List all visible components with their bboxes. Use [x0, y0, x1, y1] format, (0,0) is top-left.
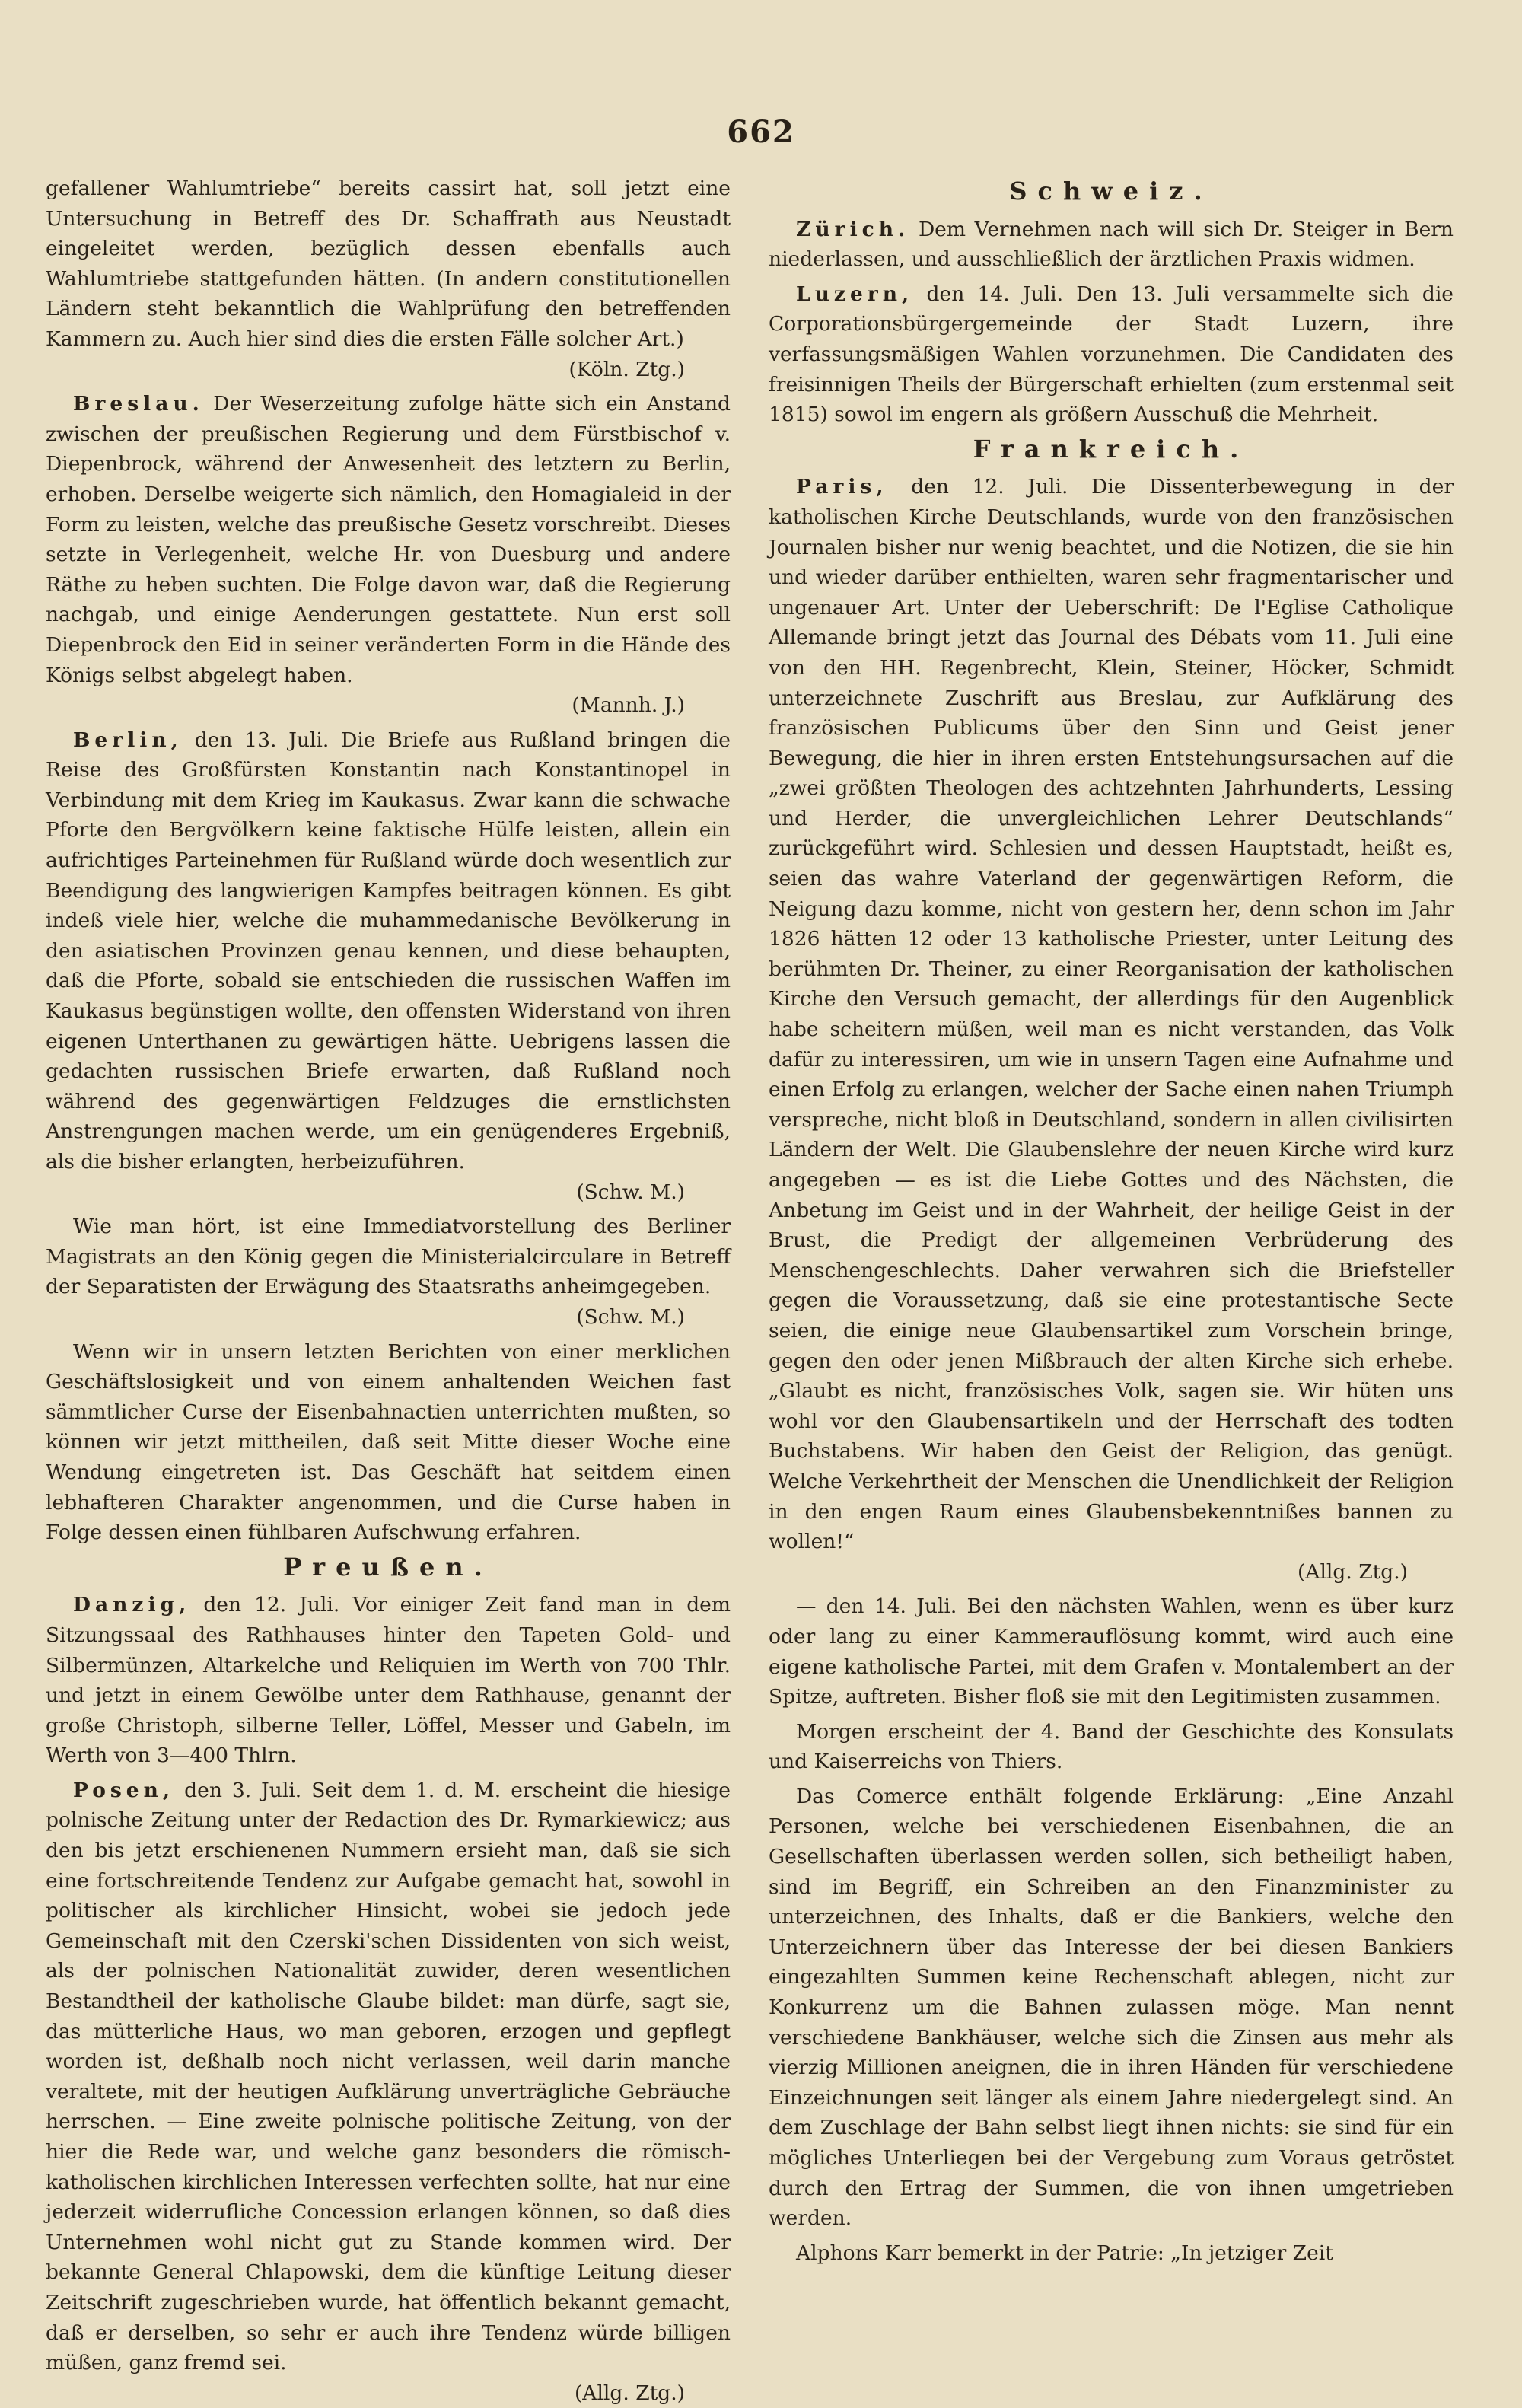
article-paragraph: Wie man hört, ist eine Immediatvorstellung des Berliner Magistrats an den König gegen die Ministerialcirculare in Betreff der Separatisten der Erwägung des Staatsraths anheimgegeben. (Schw. M.)	[46, 1212, 731, 1332]
source-citation: (Mannh. J.)	[572, 693, 685, 718]
article-paragraph: Das Comerce enthält folgende Erklärung: „Eine Anzahl Personen, welche bei verschiedenen Eisenbahnen, die an Gesellschaften überlassen werden sollen, sich betheiligt haben, sind im Begriff, ein Schreiben an den Finanzminister zu unterzeichnen, des Inhalts, daß er die Bankiers, welche den Unterzeichnern über das Interesse der bei diesen Bankiers eingezahlten Summen keine Rechenschaft ablegen, nicht zur Konkurrenz um die Bahnen zulassen möge. Man nennt verschiedene Bankhäuser, welche sich die Zinsen aus mehr als vierzig Millionen aneignen, die in ihren Händen für verschiedene Einzeichnungen seit länger als einem Jahre niedergelegt sind. An dem Zuschlage der Bahn selbst liegt ihnen nichts: sie sind für ein mögliches Unterliegen bei der Vergebung zum Voraus getröstet durch den Ertrag der Summen, die von ihnen umgetrieben werden.	[769, 1784, 1454, 2231]
dateline-place: Posen,	[73, 1778, 175, 1802]
article-berlin: Berlin, den 13. Juli. Die Briefe aus Rußland bringen die Reise des Großfürsten Konstantin nach Konstantinopel in Verbindung mit dem Krieg im Kaukasus. Zwar kann die schwache Pforte den Bergvölkern keine faktische Hülfe leisten, allein ein aufrichtiges Parteinehmen für Rußland würde doch wesentlich zur Beendigung des langwierigen Kampfes beitragen können. Es gibt indeß viele hier, welche die muhammedanische Bevölkerung in den asiatischen Provinzen genau kennen, und diese behaupten, daß die Pforte, sobald sie entschieden die russischen Waffen im Kaukasus begünstigen wollte, den offensten Widerstand von ihren eigenen Unterthanen zu gewärtigen hätte. Uebrigens lassen die gedachten russischen Briefe erwarten, daß Rußland noch während des gegenwärtigen Feldzuges die ernstlichsten Anstrengungen machen werde, um ein genügenderes Ergebniß, als die bisher erlangten, herbeizuführen. (Schw. M.)	[46, 725, 731, 1208]
section-heading-schweiz: Schweiz.	[1009, 177, 1213, 205]
source-citation: (Schw. M.)	[576, 1304, 685, 1329]
section-heading-frankreich: Frankreich.	[973, 434, 1250, 463]
dateline-place: Luzern,	[796, 282, 914, 306]
dateline-place: Breslau.	[73, 392, 204, 416]
article-paragraph: Alphons Karr bemerkt in der Patrie: „In jetziger Zeit	[796, 2241, 1333, 2265]
section-heading-preussen: Preußen.	[283, 1552, 493, 1581]
article-paragraph: Morgen erscheint der 4. Band der Geschichte des Konsulats und Kaiserreichs von Thiers.	[769, 1719, 1454, 1774]
article-danzig: Danzig, den 12. Juli. Vor einiger Zeit fand man in dem Sitzungssaal des Rathhauses hinter den Tapeten Gold- und Silbermünzen, Altarkelche und Reliquien im Werth von 700 Thlr. und jetzt in einem Gewölbe unter dem Rathhause, genannt der große Christoph, silberne Teller, Löffel, Messer und Gabeln, im Werth von 3—400 Thlrn.	[46, 1593, 731, 1768]
source-citation: (Köln. Ztg.)	[568, 357, 685, 381]
source-citation: (Allg. Ztg.)	[1297, 1559, 1408, 1584]
article-luzern: Luzern, den 14. Juli. Den 13. Juli versammelte sich die Corporationsbürgergemeinde der Stadt Luzern, ihre verfassungsmäßigen Wahlen vorzunehmen. Die Candidaten des freisinnigen Theils der Bürgerschaft erhielten (zum erstenmal seit 1815) sowol im engern als größern Ausschuß die Mehrheit.	[769, 282, 1454, 427]
article-paragraph: Wenn wir in unsern letzten Berichten von einer merklichen Geschäftslosigkeit und von einem anhaltenden Weichen fast sämmtlicher Curse der Eisenbahnactien unterrichten mußten, so können wir jetzt mittheilen, daß seit Mitte dieser Woche eine Wendung eingetreten ist. Das Geschäft hat seitdem einen lebhafteren Charakter angenommen, und die Curse haben in Folge dessen einen fühlbaren Aufschwung erfahren.	[46, 1339, 731, 1545]
article-paris: Paris, den 12. Juli. Die Dissenterbewegung in der katholischen Kirche Deutschlands, wurde von den französischen Journalen bisher nur wenig beachtet, und die Notizen, die sie hin und wieder darüber enthielten, waren sehr fragmentarischer und ungenauer Art. Unter der Ueberschrift: De l'Eglise Catholique Allemande bringt jetzt das Journal des Débats vom 11. Juli eine von den HH. Regenbrecht, Klein, Steiner, Höcker, Schmidt unterzeichnete Zuschrift aus Breslau, zur Aufklärung des französischen Publicums über den Sinn und Geist jener Bewegung, die hier in ihren ersten Entstehungsursachen auf die „zwei größten Theologen des achtzehnten Jahrhunderts, Lessing und Herder, die unvergleichlichen Lehrer Deutschlands“ zurückgeführt wird. Schlesien und dessen Hauptstadt, heißt es, seien das wahre Vaterland der gegenwärtigen Reform, die Neigung dazu komme, nicht von gestern her, denn schon im Jahr 1826 hätten 12 oder 13 katholische Priester, unter Leitung des berühmten Dr. Theiner, zu einer Reorganisation der katholischen Kirche den Versuch gemacht, der allerdings für den Augenblick habe scheitern müßen, weil man es nicht verstanden, das Volk dafür zu interessiren, um wie in unsern Tagen eine Aufnahme und einen Erfolg zu erlangen, welcher der Sache einen nahen Triumph verspreche, nicht bloß in Deutschland, sondern in allen civilisirten Ländern der Welt. Die Glaubenslehre der neuen Kirche wird kurz angegeben — es ist die Liebe Gottes und des Nächsten, die Anbetung im Geist und in der Wahrheit, der heilige Geist in der Brust, die Predigt der allgemeinen Verbrüderung des Menschengeschlechts. Daher verwahren sich die Briefsteller gegen die Voraussetzung, daß sie eine protestantische Secte seien, die einige neue Glaubensartikel zum Vorschein bringe, gegen den oder jenen Mißbrauch der alten Kirche sich erhebe. „Glaubt es nicht, französisches Volk, sagen sie. Wir hüten uns wohl vor den Glaubensartikeln und der Herrschaft des todten Buchstabens. Wir haben den Geist der Religion, das genügt. Welche Verkehrtheit der Menschen die Unendlichkeit der Religion in den engen Raum eines Glaubensbekenntnißes bannen zu wollen!“ (Allg. Ztg.)	[769, 472, 1454, 1587]
article-paragraph: — den 14. Juli. Bei den nächsten Wahlen, wenn es über kurz oder lang zu einer Kammerauflösung kommt, wird auch eine eigene katholische Partei, mit dem Grafen v. Montalembert an der Spitze, auftreten. Bisher floß sie mit den Legitimisten zusammen.	[769, 1594, 1454, 1709]
source-citation: (Schw. M.)	[576, 1180, 685, 1204]
dateline-place: Zürich.	[796, 217, 910, 241]
article-paragraph: gefallener Wahlumtriebe“ bereits cassirt hat, soll jetzt eine Untersuchung in Betreff des Dr. Schaffrath aus Neustadt eingeleitet werden, bezüglich dessen ebenfalls auch Wahlumtriebe stattgefunden hätten. (In andern constitutionellen Ländern steht bekanntlich die Wahlprüfung den betreffenden Kammern zu. Auch hier sind dies die ersten Fälle solcher Art.) (Köln. Ztg.)	[46, 174, 731, 384]
page-number: 662	[727, 114, 795, 150]
right-column	[769, 174, 1454, 2304]
article-zuerich: Zürich. Dem Vernehmen nach will sich Dr. Steiger in Bern niederlassen, und ausschließlich der ärztlichen Praxis widmen.	[769, 217, 1454, 272]
article-breslau: Breslau. Der Weserzeitung zufolge hätte sich ein Anstand zwischen der preußischen Regierung und dem Fürstbischof v. Diepenbrock, während der Anwesenheit des letztern zu Berlin, erhoben. Derselbe weigerte sich nämlich, den Homagialeid in der Form zu leisten, welche das preußische Gesetz vorschreibt. Dieses setzte in Verlegenheit, welche Hr. von Duesburg und andere Räthe zu heben suchten. Die Folge davon war, daß die Regierung nachgab, und einige Aenderungen gestattete. Nun erst soll Diepenbrock den Eid in seiner veränderten Form in die Hände des Königs selbst abgelegt haben. (Mannh. J.)	[46, 389, 731, 721]
article-posen: Posen, den 3. Juli. Seit dem 1. d. M. erscheint die hiesige polnische Zeitung unter der Redaction des Dr. Rymarkiewicz; aus den bis jetzt erschienenen Nummern ersieht man, daß sie sich eine fortschreitende Tendenz zur Aufgabe gemacht hat, sowohl in politischer als kirchlicher Hinsicht, wobei sie jedoch jede Gemeinschaft mit den Czerski'schen Dissidenten von sich weist, als der polnischen Nationalität zuwider, deren wesentlichen Bestandtheil der katholische Glaube bildet: man dürfe, sagt sie, das mütterliche Haus, wo man geboren, erzogen und gepflegt worden ist, deßhalb noch nicht verlassen, weil darin manche veraltete, mit der heutigen Aufklärung unverträgliche Gebräuche herrschen. — Eine zweite polnische politische Zeitung, von der hier die Rede war, und welche ganz besonders die römisch-katholischen kirchlichen Interessen verfechten sollte, hat nur eine jederzeit widerrufliche Concession erlangen können, so daß dies Unternehmen wohl nicht gut zu Stande kommen wird. Der bekannte General Chlapowski, dem die künftige Leitung dieser Zeitschrift zugeschrieben wurde, hat öffentlich bekannt gemacht, daß er derselben, so sehr er auch ihre Tendenz würde billigen müßen, ganz fremd sei. (Allg. Ztg.)	[46, 1776, 731, 2408]
dateline-place: Paris,	[796, 475, 888, 499]
dateline-place: Berlin,	[73, 728, 183, 752]
left-column	[46, 174, 731, 2405]
dateline-place: Danzig,	[73, 1593, 191, 1617]
source-citation: (Allg. Ztg.)	[574, 2381, 685, 2405]
